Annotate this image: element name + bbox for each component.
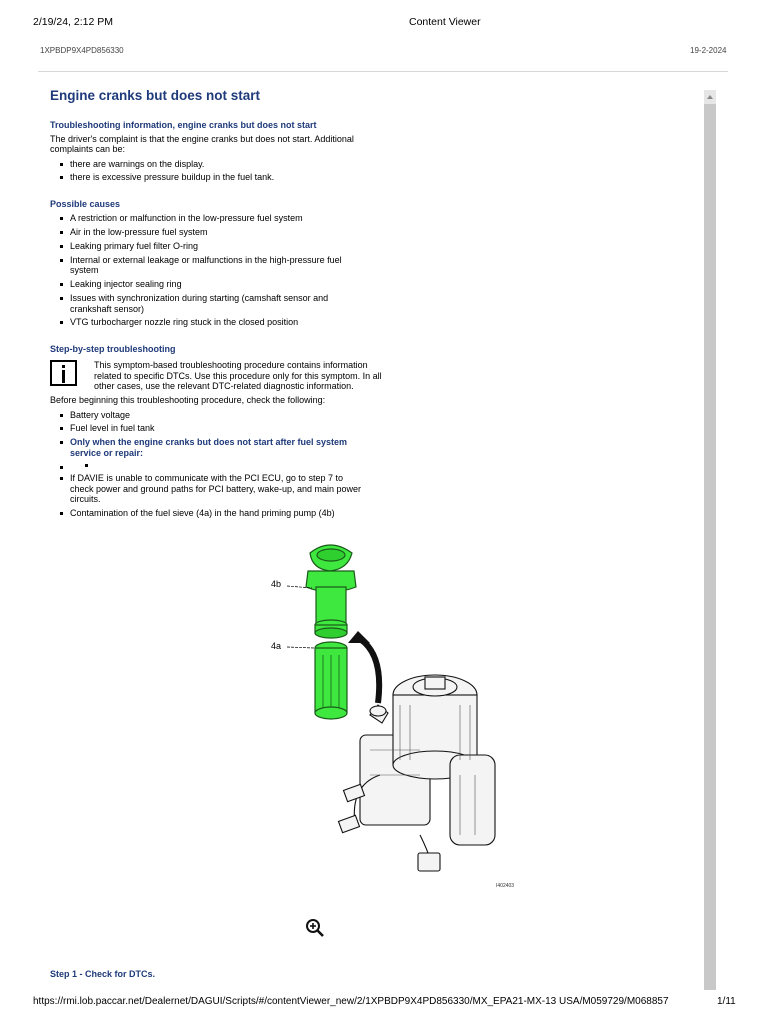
scrollbar[interactable]	[704, 90, 716, 990]
document-body	[50, 88, 690, 522]
fuel-pump-figure	[260, 535, 530, 895]
intro-text: The driver's complaint is that the engine cranks but does not start. Additional complaints can be:	[50, 133, 354, 155]
causes-list	[50, 213, 690, 328]
list-item: Fuel level in fuel tank	[70, 423, 362, 433]
vin-number: 1XPBDP9X4PD856330	[40, 46, 124, 55]
list-item: Leaking primary fuel filter O-ring	[70, 241, 362, 251]
list-item: Battery voltage	[70, 410, 362, 420]
footer-url: https://rmi.lob.paccar.net/Dealernet/DAGUI/Scripts/#/contentViewer_new/2/1XPBDP9X4PD856330/MX_EPA21-MX-13 USA/M059729/M068857	[33, 996, 669, 1007]
callout-4b: 4b	[271, 579, 282, 589]
step-1-heading[interactable]: Step 1 - Check for DTCs.	[50, 969, 156, 979]
list-item: If DAVIE is unable to communicate with the PCI ECU, go to step 7 to check power and ground paths for PCI battery, wake-up, and main power circuits.	[70, 473, 361, 504]
info-note	[50, 360, 690, 391]
empty-sub-item	[70, 462, 362, 470]
list-item: there are warnings on the display.	[70, 159, 362, 169]
list-item: Only when the engine cranks but does not start after fuel system service or repair:	[70, 437, 362, 458]
list-item: Air in the low-pressure fuel system	[70, 227, 362, 237]
zoom-in-icon[interactable]	[305, 918, 325, 938]
list-item: there is excessive pressure buildup in the fuel tank.	[70, 172, 362, 182]
report-date: 19-2-2024	[690, 46, 727, 55]
info-icon	[50, 360, 77, 386]
list-item: Contamination of the fuel sieve (4a) in the hand priming pump (4b)	[70, 508, 362, 518]
before-text: Before beginning this troubleshooting procedure, check the following:	[50, 395, 326, 406]
complaint-list	[50, 159, 690, 183]
fuel-pump-illustration	[260, 535, 530, 895]
print-datetime: 2/19/24, 2:12 PM	[33, 16, 113, 28]
steps-heading: Step-by-step troubleshooting	[50, 343, 176, 354]
info-note-text: This symptom-based troubleshooting procedure contains information related to specific DTCs. Use this procedure only for this symptom. In all other cases, use the relevant DTC-related diagnostic information.	[94, 360, 382, 391]
scroll-up-icon[interactable]	[704, 90, 716, 104]
troubleshooting-heading: Troubleshooting information, engine cranks but does not start	[50, 119, 317, 130]
list-item: Internal or external leakage or malfunctions in the high-pressure fuel system	[70, 255, 362, 276]
figure-id: I402403	[496, 883, 515, 889]
page-number: 1/11	[717, 996, 736, 1007]
list-item: Issues with synchronization during starting (camshaft sensor and crankshaft sensor)	[70, 293, 362, 314]
checks-list	[50, 410, 690, 519]
header-divider	[38, 71, 728, 72]
causes-heading: Possible causes	[50, 198, 121, 209]
print-title: Content Viewer	[409, 16, 481, 28]
list-item: Leaking injector sealing ring	[70, 279, 362, 289]
callout-4a: 4a	[271, 641, 282, 651]
list-item: A restriction or malfunction in the low-pressure fuel system	[70, 213, 362, 223]
page-title: Engine cranks but does not start	[50, 88, 261, 103]
list-item: VTG turbocharger nozzle ring stuck in the closed position	[70, 317, 362, 327]
